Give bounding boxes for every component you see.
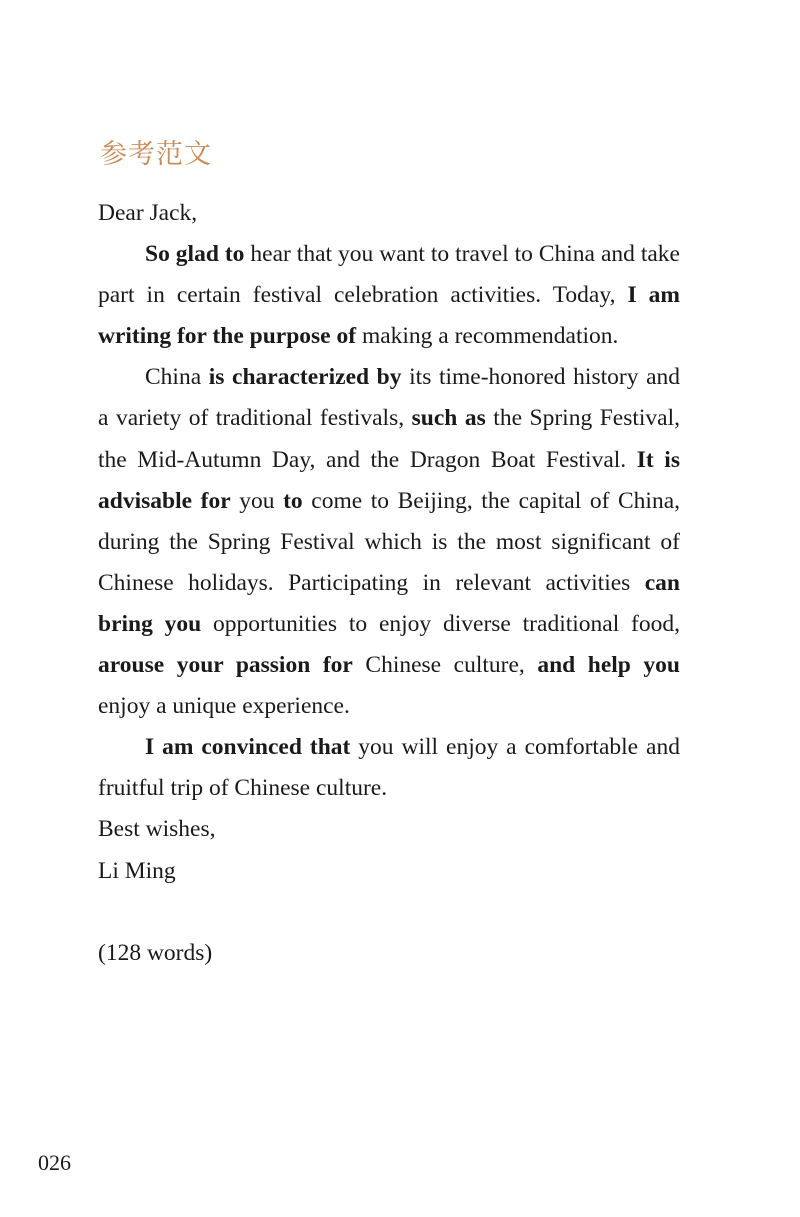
body-text: you will enjoy a comfortable and fruitful trip of Chinese culture. bbox=[98, 734, 680, 802]
emphasis-phrase: It is advisable for bbox=[98, 446, 680, 514]
page-number: 026 bbox=[38, 1150, 71, 1175]
body-text: the Spring Festival, the Mid-Autumn Day, and the Dragon Boat Festival. bbox=[98, 405, 680, 473]
body-text: you bbox=[230, 487, 284, 514]
paragraph-2 bbox=[98, 357, 680, 727]
body-text: opportunities to enjoy diverse traditional food, bbox=[201, 610, 680, 637]
signature: Li Ming bbox=[98, 857, 176, 884]
paragraph-3 bbox=[98, 727, 680, 809]
emphasis-phrase: So glad to bbox=[145, 241, 245, 268]
emphasis-phrase: such as bbox=[411, 405, 486, 432]
emphasis-phrase: I am writing for the purpose of bbox=[98, 282, 680, 350]
emphasis-phrase: arouse your passion for bbox=[98, 652, 353, 679]
word-count: (128 words) bbox=[98, 939, 213, 966]
body-text: China bbox=[145, 364, 209, 391]
emphasis-phrase: and help you bbox=[537, 652, 680, 679]
body-text: enjoy a unique experience. bbox=[98, 693, 350, 720]
body-text: its time-honored history and a variety of traditional festivals, bbox=[98, 364, 681, 432]
letter-body bbox=[98, 193, 680, 974]
emphasis-phrase: to bbox=[283, 487, 303, 514]
section-heading: 参考范文 bbox=[100, 139, 212, 170]
body-text: come to Beijing, the capital of China, during the Spring Festival which is the most significant of Chinese holidays. Participating in relevant activities bbox=[98, 487, 681, 596]
body-text: hear that you want to travel to China and take part in certain festival celebration activities. Today, bbox=[98, 241, 680, 309]
emphasis-phrase: I am convinced that bbox=[145, 734, 351, 761]
paragraph-1 bbox=[98, 234, 680, 357]
emphasis-phrase: can bring you bbox=[98, 569, 680, 637]
emphasis-phrase: is characterized by bbox=[208, 364, 402, 391]
closing: Best wishes, bbox=[98, 816, 216, 843]
body-text: making a recommendation. bbox=[356, 323, 619, 350]
body-text: Chinese culture, bbox=[352, 652, 538, 679]
salutation: Dear Jack, bbox=[98, 200, 198, 226]
